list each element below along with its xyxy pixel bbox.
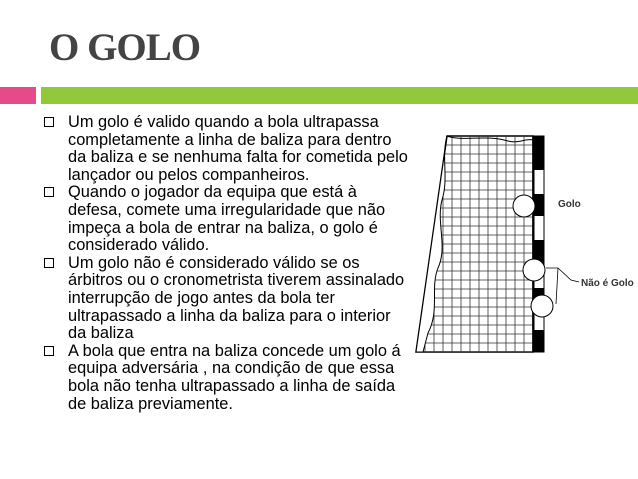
bullet-item xyxy=(42,114,408,184)
bullet-item xyxy=(42,343,408,413)
leader-line-no-goal xyxy=(556,268,558,304)
accent-bar-pink xyxy=(0,87,36,104)
bullet-text: Um golo não é considerado válido se os árbitros ou o cronometrista tiverem assinalado interrupção de jogo antes da bola ter ultrapassado a linha da baliza para o interior da baliza xyxy=(68,253,405,343)
slide-title: O GOLO xyxy=(49,26,201,69)
bullet-item xyxy=(42,255,408,343)
bullet-text: Um golo é valido quando a bola ultrapassa completamente a linha de baliza para dentro da baliza e se nenhuma falta for cometida pelo lançador ou pelos companheiros. xyxy=(68,113,408,184)
square-bullet-icon xyxy=(44,346,54,356)
bullet-text: Quando o jogador da equipa que está à defesa, comete uma irregularidade que não impeça a bola de entrar na baliza, o golo é considerado válido. xyxy=(68,183,386,255)
accent-bar-green xyxy=(41,87,638,104)
square-bullet-icon xyxy=(44,117,54,127)
ball-no-goal xyxy=(523,259,545,281)
ball-goal xyxy=(513,195,535,217)
label-no-goal: Não é Golo xyxy=(581,278,634,289)
square-bullet-icon xyxy=(44,258,54,268)
square-bullet-icon xyxy=(44,187,54,197)
leader-line-no-goal xyxy=(546,268,579,282)
bullet-list xyxy=(42,114,408,413)
bullet-item xyxy=(42,184,408,254)
label-goal: Golo xyxy=(558,199,581,210)
bullet-text: A bola que entra na baliza concede um golo á equipa adversária , na condição de que essa bola não tenha ultrapassado a linha de saída de baliza previamente. xyxy=(68,341,401,413)
goal-line-diagram xyxy=(408,128,638,360)
ball-no-goal xyxy=(531,295,553,317)
